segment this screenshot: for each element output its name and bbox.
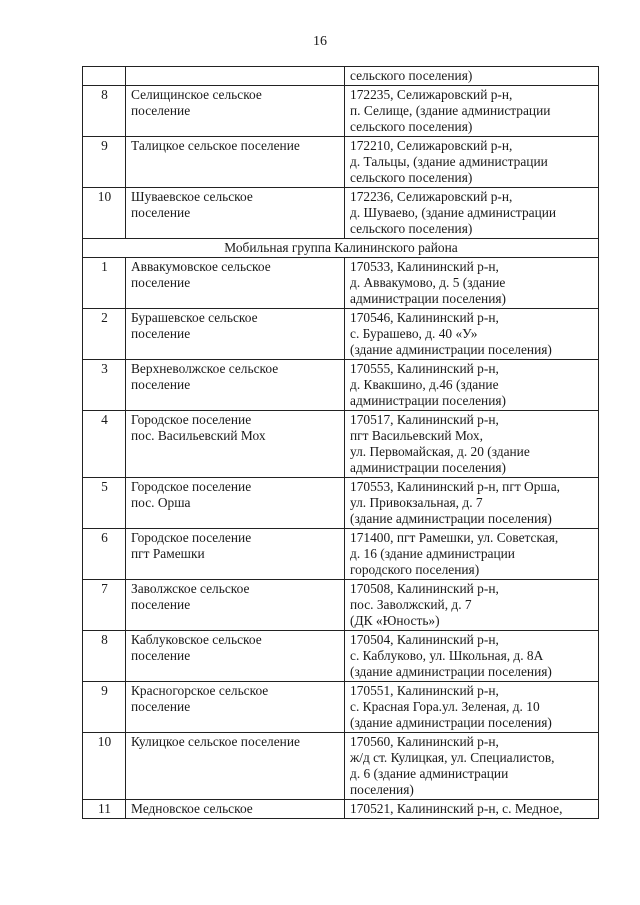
- settlement-name: Красногорское сельское поселение: [126, 682, 345, 733]
- row-number: 8: [83, 86, 126, 137]
- row-number: 7: [83, 580, 126, 631]
- settlement-address: 170551, Калининский р-н, с. Красная Гора.ул. Зеленая, д. 10 (здание администрации поселения): [345, 682, 599, 733]
- table-row: [83, 360, 599, 411]
- settlement-address: сельского поселения): [345, 67, 599, 86]
- table-row: [83, 682, 599, 733]
- settlement-name: Бурашевское сельское поселение: [126, 309, 345, 360]
- settlement-name: Городское поселение пос. Васильевский Мох: [126, 411, 345, 478]
- table-row: [83, 137, 599, 188]
- row-number: 3: [83, 360, 126, 411]
- settlement-address: 170508, Калининский р-н, пос. Заволжский, д. 7 (ДК «Юность»): [345, 580, 599, 631]
- group-header-row: [83, 239, 599, 258]
- locations-table: [82, 66, 599, 819]
- table-row: [83, 478, 599, 529]
- table-row: [83, 800, 599, 819]
- settlement-name: Медновское сельское: [126, 800, 345, 819]
- row-number: 9: [83, 137, 126, 188]
- settlement-name: [126, 67, 345, 86]
- settlement-address: 172210, Селижаровский р-н, д. Тальцы, (здание администрации сельского поселения): [345, 137, 599, 188]
- row-number: 11: [83, 800, 126, 819]
- settlement-name: Аввакумовское сельское поселение: [126, 258, 345, 309]
- settlement-name: Заволжское сельское поселение: [126, 580, 345, 631]
- row-number: [83, 67, 126, 86]
- row-number: 10: [83, 188, 126, 239]
- table-row: [83, 631, 599, 682]
- settlement-address: 170560, Калининский р-н, ж/д ст. Кулицкая, ул. Специалистов, д. 6 (здание администрации поселения): [345, 733, 599, 800]
- row-number: 4: [83, 411, 126, 478]
- row-number: 6: [83, 529, 126, 580]
- settlement-name: Шуваевское сельское поселение: [126, 188, 345, 239]
- table-row: [83, 411, 599, 478]
- settlement-name: Талицкое сельское поселение: [126, 137, 345, 188]
- settlement-address: 170555, Калининский р-н, д. Квакшино, д.46 (здание администрации поселения): [345, 360, 599, 411]
- settlement-address: 170553, Калининский р-н, пгт Орша, ул. Привокзальная, д. 7 (здание администрации поселения): [345, 478, 599, 529]
- settlement-address: 170533, Калининский р-н, д. Аввакумово, д. 5 (здание администрации поселения): [345, 258, 599, 309]
- table-row: [83, 188, 599, 239]
- settlement-name: Каблуковское сельское поселение: [126, 631, 345, 682]
- table-row: [83, 309, 599, 360]
- settlement-address: 170546, Калининский р-н, с. Бурашево, д. 40 «У» (здание администрации поселения): [345, 309, 599, 360]
- settlement-address: 171400, пгт Рамешки, ул. Советская, д. 16 (здание администрации городского поселения): [345, 529, 599, 580]
- row-number: 5: [83, 478, 126, 529]
- settlement-address: 170521, Калининский р-н, с. Медное,: [345, 800, 599, 819]
- page-number: 16: [313, 34, 327, 49]
- row-number: 1: [83, 258, 126, 309]
- settlement-name: Городское поселение пгт Рамешки: [126, 529, 345, 580]
- table-row: [83, 529, 599, 580]
- settlement-address: 172236, Селижаровский р-н, д. Шуваево, (здание администрации сельского поселения): [345, 188, 599, 239]
- table-row: [83, 733, 599, 800]
- settlement-address: 170517, Калининский р-н, пгт Васильевский Мох, ул. Первомайская, д. 20 (здание администрации поселения): [345, 411, 599, 478]
- table-row: [83, 67, 599, 86]
- table-row: [83, 580, 599, 631]
- locations-table-body: [83, 67, 599, 819]
- row-number: 9: [83, 682, 126, 733]
- row-number: 2: [83, 309, 126, 360]
- row-number: 10: [83, 733, 126, 800]
- settlement-name: Кулицкое сельское поселение: [126, 733, 345, 800]
- row-number: 8: [83, 631, 126, 682]
- table-row: [83, 258, 599, 309]
- settlement-name: Городское поселение пос. Орша: [126, 478, 345, 529]
- settlement-address: 172235, Селижаровский р-н, п. Селище, (здание администрации сельского поселения): [345, 86, 599, 137]
- group-header: Мобильная группа Калининского района: [83, 239, 599, 258]
- settlement-address: 170504, Калининский р-н, с. Каблуково, ул. Школьная, д. 8А (здание администрации поселения): [345, 631, 599, 682]
- settlement-name: Селищинское сельское поселение: [126, 86, 345, 137]
- table-row: [83, 86, 599, 137]
- settlement-name: Верхневолжское сельское поселение: [126, 360, 345, 411]
